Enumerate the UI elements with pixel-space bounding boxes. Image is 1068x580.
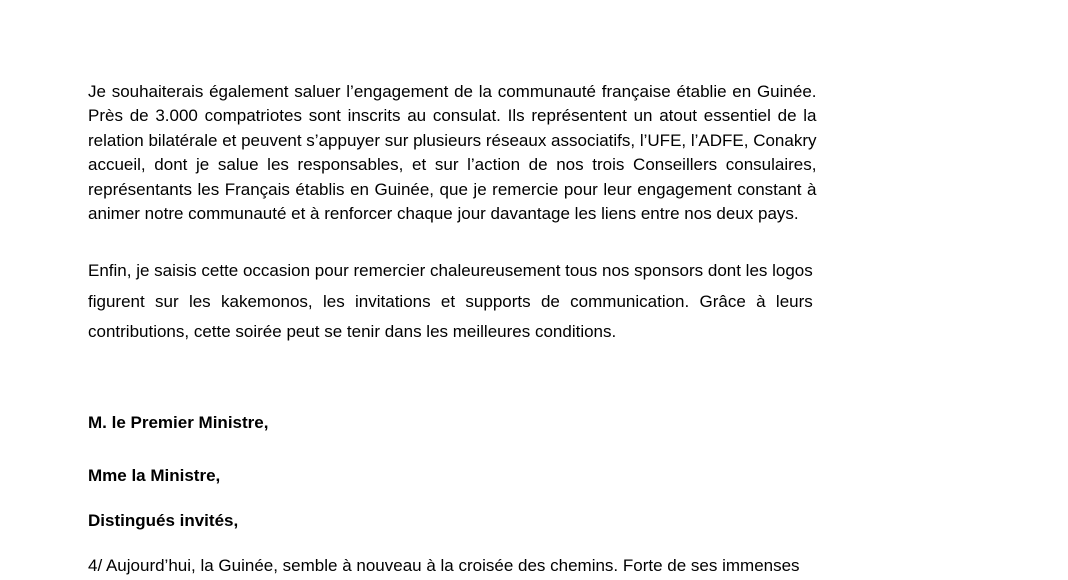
salutation-minister: Mme la Ministre, <box>88 466 221 485</box>
paragraph-section-4 <box>88 554 800 578</box>
text-line: contributions, cette soirée peut se tenir dans les meilleures conditions. <box>88 322 617 341</box>
text-line: Je souhaiterais également saluer l’engagement de la communauté française établie en Guinée. <box>88 82 817 101</box>
text-line: 4/ Aujourd’hui, la Guinée, semble à nouveau à la croisée des chemins. Forte de ses immenses <box>88 556 800 575</box>
salutation-guests: Distingués invités, <box>88 511 239 530</box>
text-line: Enfin, je saisis cette occasion pour remercier chaleureusement tous nos sponsors dont les logos <box>88 261 813 280</box>
text-line: accueil, dont je salue les responsables, et sur l’action de nos trois Conseillers consulaires, <box>88 155 817 175</box>
text-line: animer notre communauté et à renforcer chaque jour davantage les liens entre nos deux pays. <box>88 204 799 224</box>
paragraph-community <box>88 80 817 226</box>
paragraph-sponsors <box>88 256 813 348</box>
text-line: Près de 3.000 compatriotes sont inscrits au consulat. Ils représentent un atout essentiel de la <box>88 106 817 126</box>
salutation-prime-minister: M. le Premier Ministre, <box>88 413 269 432</box>
text-line: relation bilatérale et peuvent s’appuyer sur plusieurs réseaux associatifs, l’UFE, l’ADFE, Conakry <box>88 130 817 150</box>
text-line: figurent sur les kakemonos, les invitations et supports de communication. Grâce à leurs <box>88 291 813 311</box>
text-line: représentants les Français établis en Guinée, que je remercie pour leur engagement constant à <box>88 179 817 199</box>
